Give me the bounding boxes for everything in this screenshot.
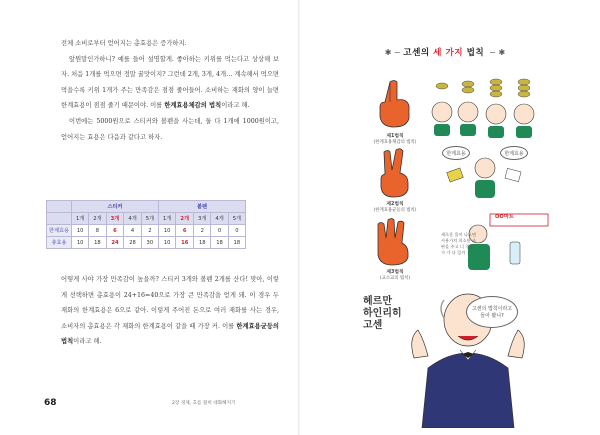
bubble-marginal-a: 한계효용 [442, 146, 470, 160]
group-sticker: 스티커 [72, 201, 159, 213]
faces-illustration [428, 78, 538, 138]
row-label-total: 총효용 [47, 237, 72, 249]
gossen-name: 헤르만 하인리히 고센 [363, 296, 402, 331]
table-cell: 2 [194, 225, 211, 237]
table-cell: 2 [141, 225, 158, 237]
star-icon: ✱ ~ [384, 48, 404, 57]
paragraph-3 [61, 272, 279, 350]
utility-table [46, 200, 246, 249]
column-header: 5개 [141, 213, 158, 225]
law1-caption [360, 132, 430, 145]
table-cell: 10 [72, 225, 89, 237]
title-pre: 고센의 [403, 48, 430, 58]
para3-end: 이라고 해. [73, 338, 102, 346]
column-header: 1개 [72, 213, 89, 225]
paragraph-1 [61, 52, 279, 114]
title-em: 세 가지 [433, 48, 464, 58]
table-cell: 6 [106, 225, 124, 237]
table-cell: 24 [106, 237, 124, 249]
column-header: 4개 [211, 213, 228, 225]
two-finger-hand-icon [372, 148, 416, 198]
table-cell: 28 [124, 237, 141, 249]
group-pen: 볼펜 [158, 201, 245, 213]
table-row [47, 237, 246, 249]
table-cell: 8 [89, 225, 106, 237]
law1-term: 한계효용체감의 법칙 [164, 102, 222, 110]
table-cell: 0 [228, 225, 245, 237]
gossen-title [355, 40, 535, 59]
star-icon: ~ ✱ [489, 48, 506, 57]
table-cell: 18 [228, 237, 245, 249]
law2-caption [360, 200, 430, 213]
paragraph-2: 이번에는 5000원으로 스티커와 볼펜을 사는데, 둘 다 1개에 1000원이고, 얻어지는 효용은 다음과 같다고 하자. [61, 117, 279, 141]
table-cell: 10 [158, 225, 175, 237]
law1-sub: (한계효용체감의 법칙) [373, 140, 417, 145]
row-label-marginal: 한계효용 [47, 225, 72, 237]
table-cell: 18 [194, 237, 211, 249]
table-cell: 4 [124, 225, 141, 237]
para3-text: 어떻게 사야 가장 만족감이 높을까? 스티커 3개와 볼펜 2개를 산다! 맞아, 이렇게 선택하면 총효용이 24+16=40으로 가장 큰 만족감을 얻게 돼. 이 경우 두 재화의 한계효용은 6으로 같아. 이렇게 주어진 돈으로 여러 재화를 사는 경우, 소비자의 총효용은 각 재화의 한계효용이 같을 때 가장 커. 이를 [61, 276, 279, 330]
table-cell: 16 [176, 237, 194, 249]
intro-line: 전체 소비로부터 얻어지는 총효용은 증가하지. [61, 40, 187, 47]
table-corner-2 [47, 213, 72, 225]
law2-term: 한계효용균등의 법칙 [61, 322, 279, 346]
page-number: 68 [44, 398, 57, 408]
table-cell: 10 [158, 237, 175, 249]
column-header: 2개 [89, 213, 106, 225]
bubble-marginal-b: 한계효용 [500, 146, 528, 160]
table-cell: 10 [72, 237, 89, 249]
table-cell: 18 [211, 237, 228, 249]
title-post: 법칙 [466, 48, 485, 58]
law2-title: 제2법칙 [386, 202, 404, 207]
law2-sub: (한계효용균등의 법칙) [373, 208, 417, 213]
body-text-top [61, 36, 279, 145]
speech-bubble: 고센의 법칙이라고 들어 봤니? [466, 296, 518, 328]
shop-note: 새로운 물이 나오면 사용가치 희소한 초판을 주고 너 경우 가 가 다 일까 [441, 232, 477, 255]
running-head: 2장 경제, 흐름 훤히 대화해지기 [172, 401, 236, 406]
column-header: 1개 [158, 213, 175, 225]
para1-end: 이라고 해. [221, 102, 250, 110]
table-cell: 6 [176, 225, 194, 237]
law3-caption [360, 268, 430, 281]
table-cell: 18 [89, 237, 106, 249]
table-cell: 30 [141, 237, 158, 249]
law3-title: 제3법칙 [386, 270, 404, 275]
law1-title: 제1법칙 [386, 134, 404, 139]
table-row [47, 225, 246, 237]
table-corner [47, 201, 72, 213]
law3-sub: (교소교의 법칙) [379, 276, 411, 281]
three-finger-hand-icon [372, 216, 416, 266]
column-header: 2개 [176, 213, 194, 225]
table-header-row [47, 213, 246, 225]
one-finger-hand-icon [372, 78, 416, 128]
column-header: 5개 [228, 213, 245, 225]
column-header: 4개 [124, 213, 141, 225]
shop-sign: OO마트 [495, 214, 514, 220]
column-header: 3개 [194, 213, 211, 225]
column-header: 3개 [106, 213, 124, 225]
right-page [300, 0, 600, 435]
body-text-bottom [61, 272, 279, 350]
table-group-row [47, 201, 246, 213]
para1-text: 앞뭔말인가하니? 예를 들어 설명할게. 좋아하는 키위를 먹는다고 상상해 보자. 처음 1개를 먹으면 정말 꿀맛이지? 그런데 2개, 3개, 4개… 계속해서 먹으면 먹을수록 키위 1개가 주는 만족감은 점점 줄어들어. 소비하는 재화의 양이 늘면 한계효용이 점점 줄기 때문이야. 이를 [61, 55, 279, 110]
table-cell: 0 [211, 225, 228, 237]
title-text [403, 48, 484, 58]
